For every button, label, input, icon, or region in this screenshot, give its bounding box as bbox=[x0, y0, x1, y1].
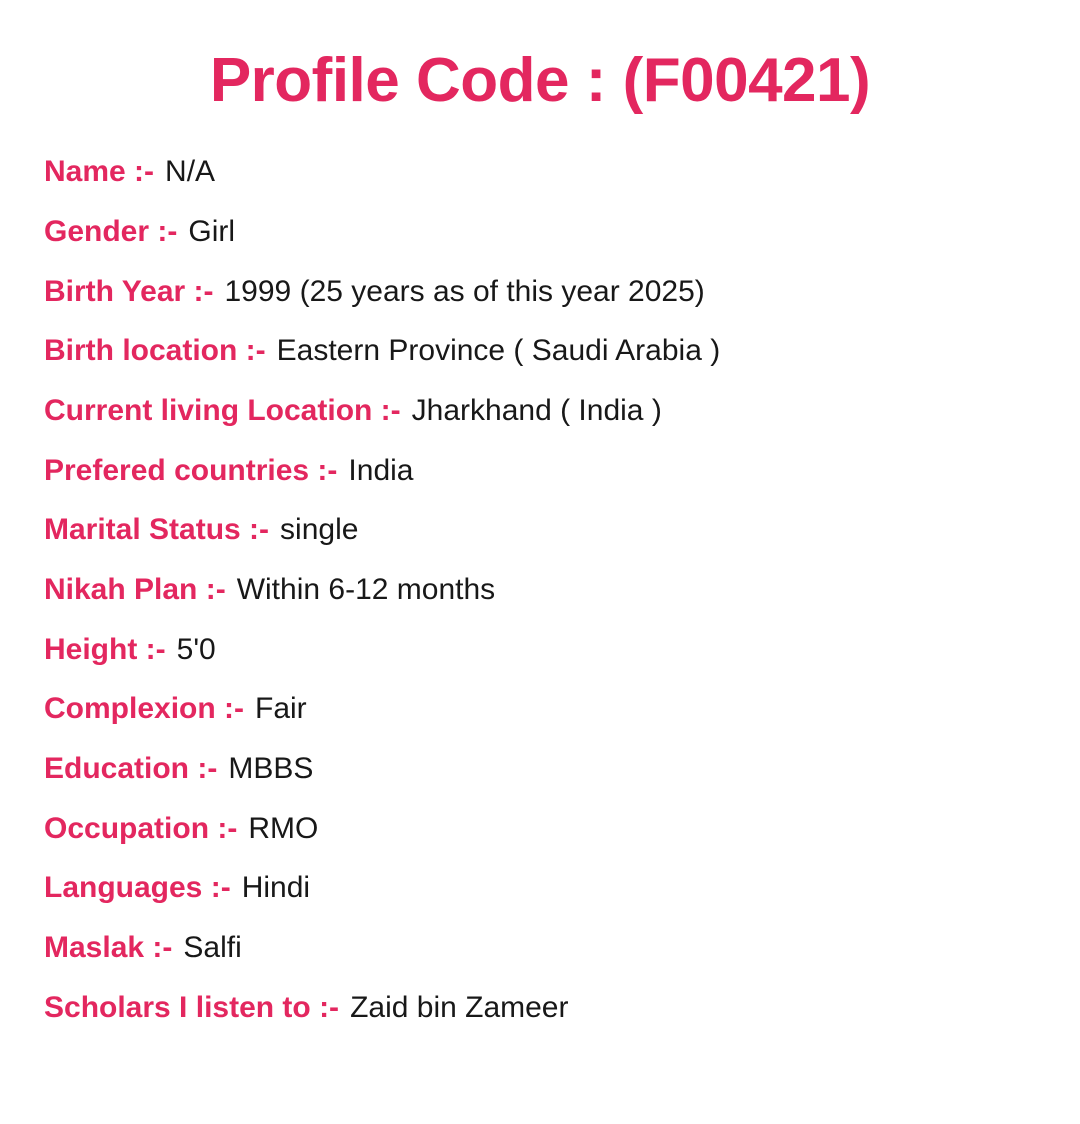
profile-field-row bbox=[44, 560, 1036, 620]
field-value: 1999 (25 years as of this year 2025) bbox=[224, 274, 705, 308]
field-value: Jharkhand ( India ) bbox=[411, 393, 662, 427]
profile-field-row bbox=[44, 441, 1036, 501]
field-label: Gender :- bbox=[44, 214, 178, 248]
field-label: Complexion :- bbox=[44, 692, 244, 726]
profile-field-row bbox=[44, 739, 1036, 799]
field-label: Marital Status :- bbox=[44, 513, 270, 547]
profile-field-list bbox=[0, 142, 1080, 1037]
profile-field-row bbox=[44, 978, 1036, 1038]
profile-card bbox=[0, 44, 1080, 1124]
field-value: Salfi bbox=[183, 931, 242, 965]
field-label: Nikah Plan :- bbox=[44, 573, 226, 607]
profile-field-row bbox=[44, 321, 1036, 381]
field-label: Height :- bbox=[44, 632, 166, 666]
field-value: India bbox=[348, 453, 414, 487]
field-value: N/A bbox=[165, 155, 216, 189]
field-label: Birth location :- bbox=[44, 334, 266, 368]
profile-field-row bbox=[44, 620, 1036, 680]
profile-field-row bbox=[44, 262, 1036, 322]
field-value: single bbox=[280, 513, 359, 547]
field-value: Within 6-12 months bbox=[236, 573, 496, 607]
field-value: Eastern Province ( Saudi Arabia ) bbox=[276, 334, 721, 368]
profile-field-row bbox=[44, 680, 1036, 740]
field-label: Scholars I listen to :- bbox=[44, 990, 340, 1024]
field-value: Hindi bbox=[241, 871, 311, 905]
field-value: MBBS bbox=[228, 752, 314, 786]
field-label: Birth Year :- bbox=[44, 274, 214, 308]
page-title: Profile Code : (F00421) bbox=[209, 46, 871, 115]
field-label: Prefered countries :- bbox=[44, 453, 338, 487]
field-label: Languages :- bbox=[44, 871, 231, 905]
profile-field-row bbox=[44, 501, 1036, 561]
profile-field-row bbox=[44, 799, 1036, 859]
field-value: Zaid bin Zameer bbox=[350, 990, 569, 1024]
field-value: 5'0 bbox=[176, 632, 216, 666]
field-label: Name :- bbox=[44, 155, 155, 189]
profile-field-row bbox=[44, 202, 1036, 262]
field-label: Maslak :- bbox=[44, 931, 173, 965]
profile-field-row bbox=[44, 381, 1036, 441]
profile-field-row bbox=[44, 859, 1036, 919]
field-value: RMO bbox=[248, 811, 319, 845]
field-label: Education :- bbox=[44, 752, 218, 786]
field-label: Occupation :- bbox=[44, 811, 238, 845]
field-value: Fair bbox=[255, 692, 307, 726]
profile-field-row bbox=[44, 142, 1036, 202]
field-value: Girl bbox=[188, 214, 236, 248]
field-label: Current living Location :- bbox=[44, 393, 401, 427]
profile-field-row bbox=[44, 918, 1036, 978]
